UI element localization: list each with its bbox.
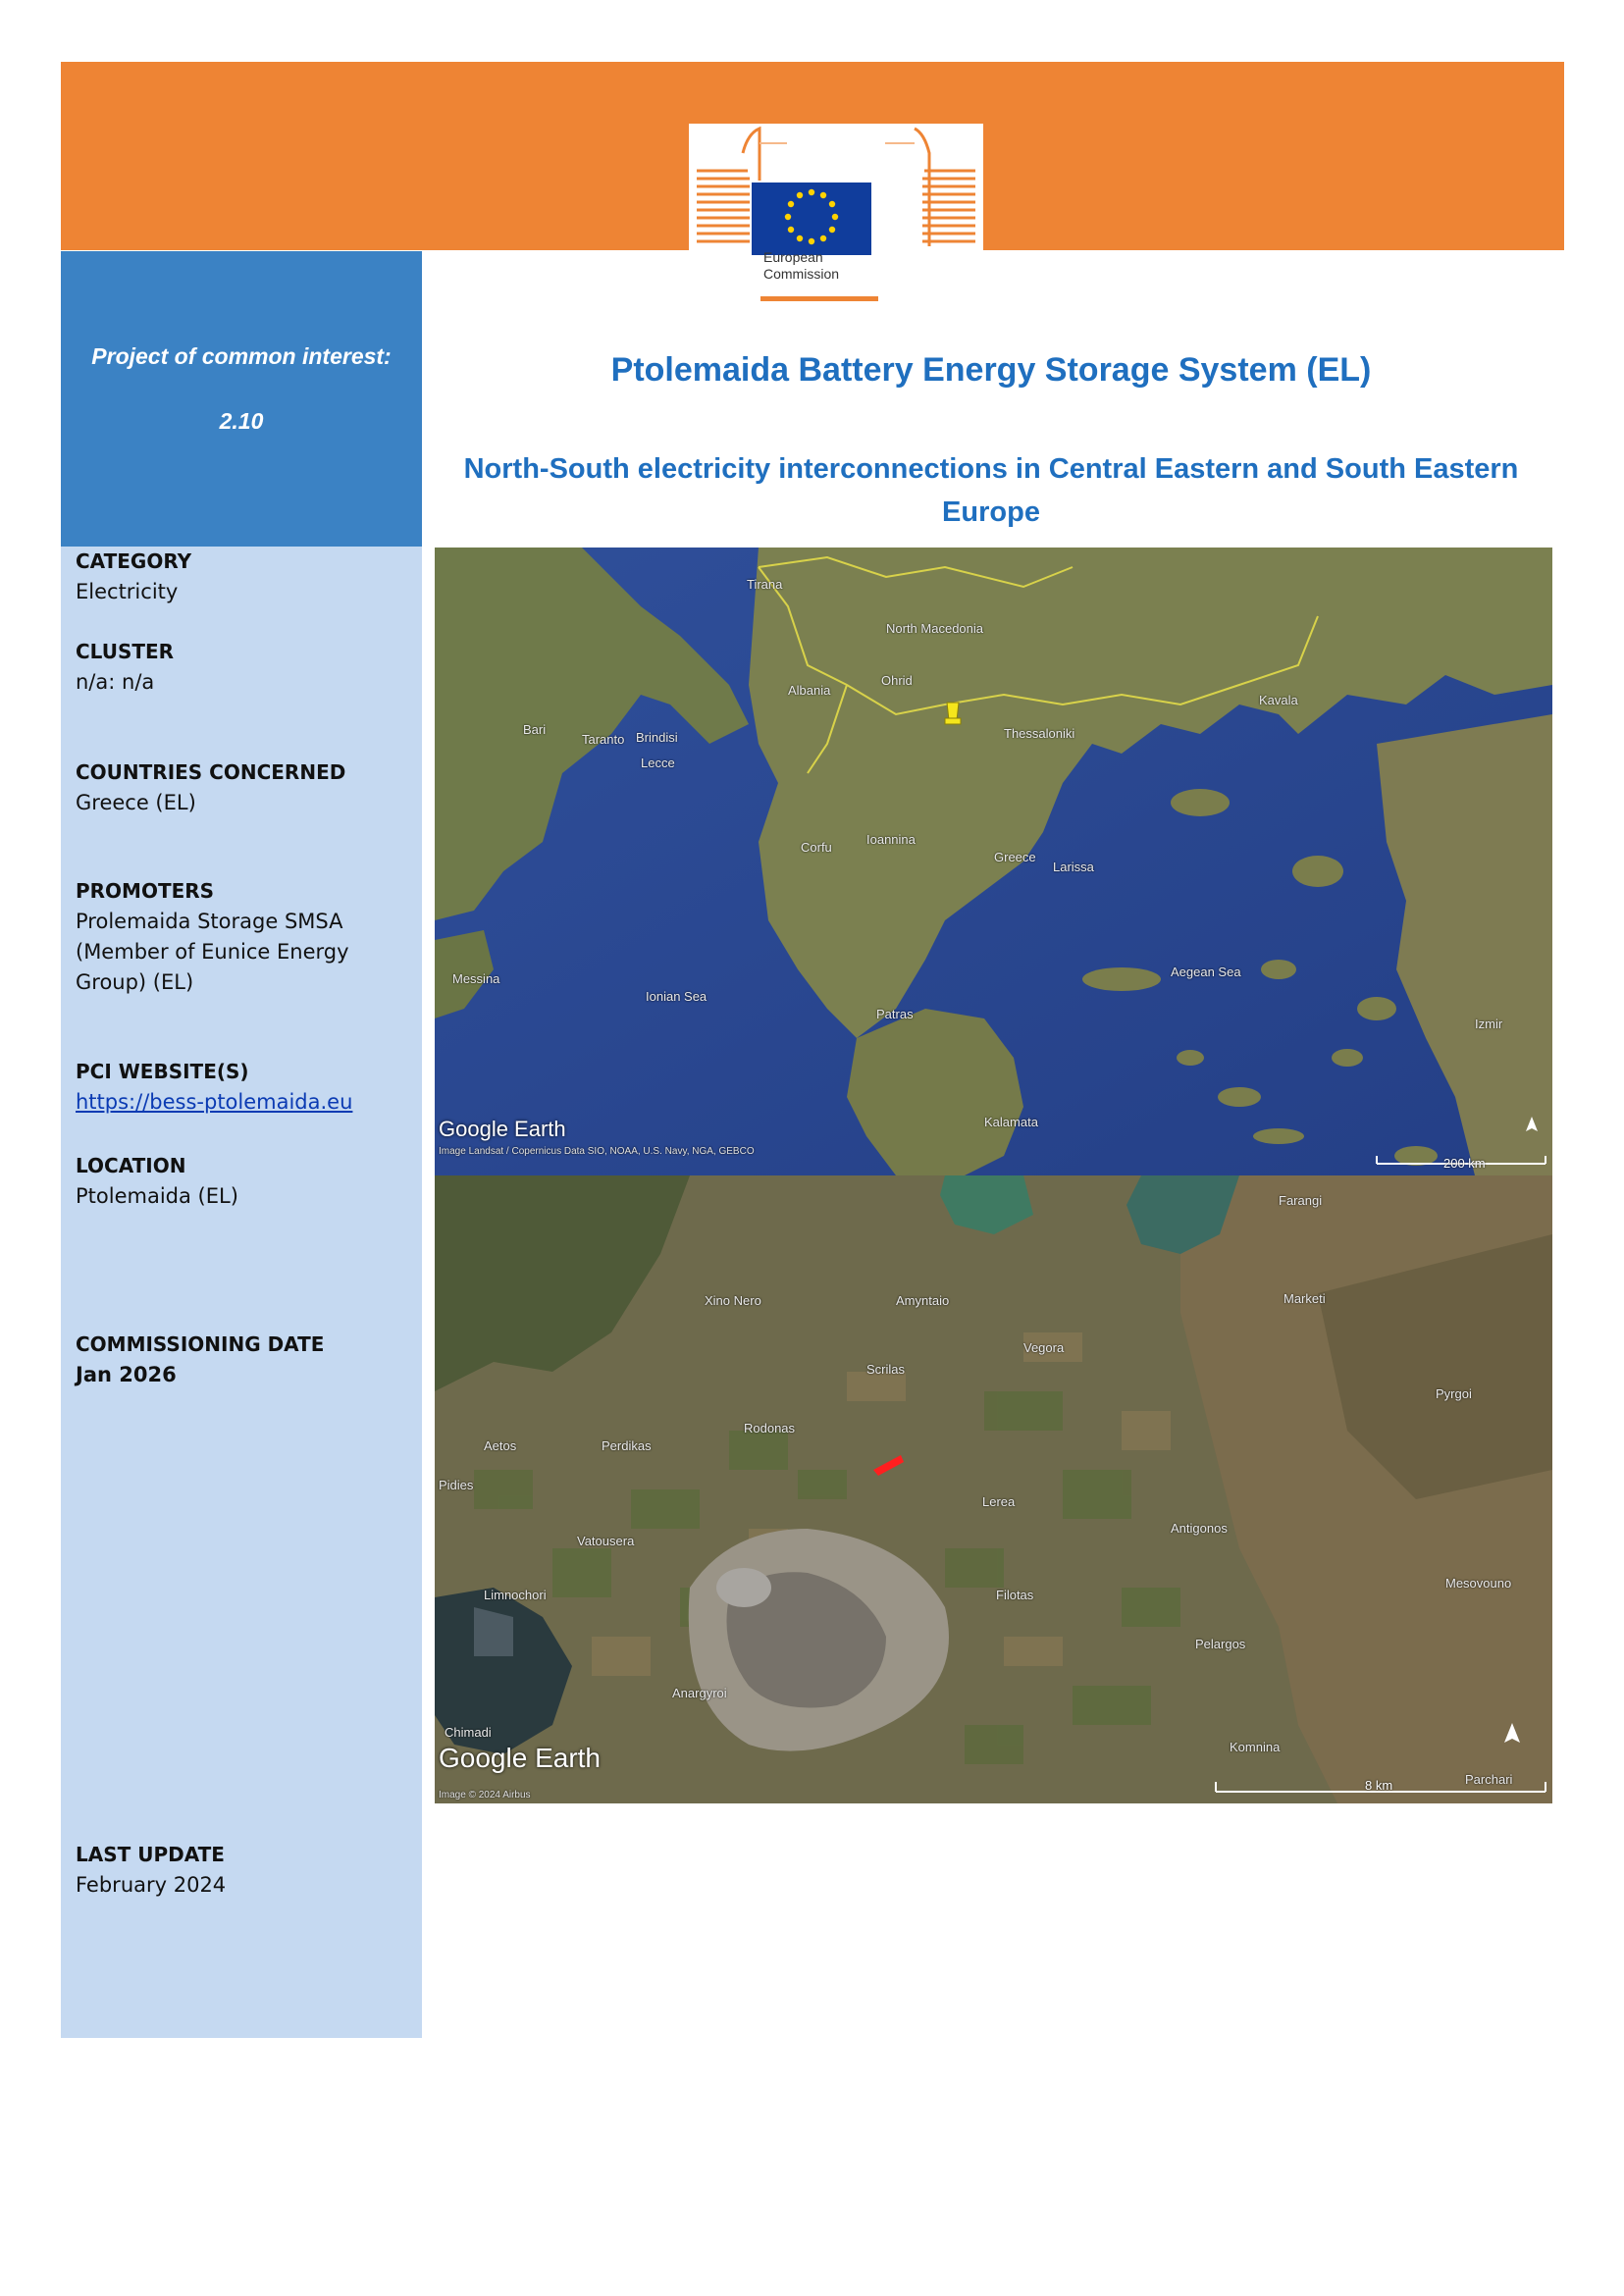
field-value: Greece (EL)	[76, 791, 196, 814]
place-label: Aetos	[484, 1438, 517, 1453]
place-label: Marketi	[1283, 1291, 1326, 1306]
field-label: CATEGORY	[76, 549, 192, 573]
field-cluster	[76, 637, 414, 698]
place-label: Chimadi	[445, 1725, 492, 1740]
place-label: Filotas	[996, 1588, 1034, 1602]
place-label: Messina	[452, 971, 500, 986]
field-label: LOCATION	[76, 1154, 186, 1177]
place-label: Ionian Sea	[646, 989, 707, 1004]
place-label: Greece	[994, 850, 1036, 864]
place-label: Farangi	[1279, 1193, 1323, 1208]
european-commission-logo	[689, 124, 983, 303]
place-label: North Macedonia	[886, 621, 983, 636]
place-label: Pelargos	[1195, 1637, 1246, 1651]
place-label: Limnochori	[484, 1588, 547, 1602]
field-label: PCI WEBSITE(S)	[76, 1060, 249, 1083]
place-label: Vatousera	[577, 1534, 635, 1548]
field-value: Jan 2026	[76, 1363, 177, 1386]
field-category	[76, 547, 414, 607]
field-label: LAST UPDATE	[76, 1843, 225, 1866]
info-sidebar	[61, 547, 422, 2038]
place-label: Ioannina	[866, 832, 916, 847]
map-copyright: Image © 2024 Airbus	[439, 1790, 531, 1800]
place-label: Brindisi	[636, 730, 678, 745]
local-map-graphic	[435, 1175, 1552, 1803]
place-label: Kavala	[1259, 693, 1298, 707]
field-value: Electricity	[76, 580, 179, 603]
logo-line-2: Commission	[763, 266, 840, 282]
place-label: Antigonos	[1171, 1521, 1228, 1536]
google-earth-watermark: Google Earth	[439, 1117, 566, 1141]
scale-label: 8 km	[1365, 1778, 1393, 1793]
pci-number: 2.10	[219, 408, 264, 434]
place-label: Rodonas	[744, 1421, 796, 1435]
field-last-update	[76, 1840, 414, 1901]
place-label: Perdikas	[602, 1438, 652, 1453]
place-label: Tirana	[747, 577, 783, 592]
field-countries	[76, 757, 414, 818]
map-copyright: Image Landsat / Copernicus Data SIO, NOAA, U.S. Navy, NGA, GEBCO	[439, 1146, 755, 1157]
logo-underline	[760, 296, 878, 301]
field-value: Ptolemaida (EL)	[76, 1184, 238, 1208]
page-title: Ptolemaida Battery Energy Storage System (EL)	[610, 351, 1372, 389]
field-value: February 2024	[76, 1873, 227, 1897]
place-label: Corfu	[801, 840, 832, 855]
logo-line-1: European	[763, 249, 823, 265]
pci-box	[61, 251, 422, 547]
logo-wordmark	[763, 249, 839, 283]
field-value: n/a: n/a	[76, 670, 155, 694]
field-promoters	[76, 876, 414, 998]
place-label: Mesovouno	[1445, 1576, 1512, 1591]
local-satellite-map	[435, 1175, 1552, 1803]
place-label: Xino Nero	[705, 1293, 761, 1308]
website-link[interactable]: https://bess-ptolemaida.eu	[76, 1090, 353, 1114]
place-label: Parchari	[1465, 1772, 1513, 1787]
scale-label: 200 km	[1443, 1156, 1486, 1171]
field-label: CLUSTER	[76, 640, 175, 663]
google-earth-watermark: Google Earth	[439, 1743, 601, 1773]
place-label: Vegora	[1023, 1340, 1065, 1355]
field-label: COMMISSIONING DATE	[76, 1332, 325, 1356]
field-label: PROMOTERS	[76, 879, 215, 903]
regional-satellite-map	[435, 548, 1552, 1175]
place-label: Anargyroi	[672, 1686, 727, 1700]
place-label: Aegean Sea	[1171, 965, 1241, 979]
place-label: Lerea	[982, 1494, 1016, 1509]
place-label: Scrilas	[866, 1362, 906, 1377]
place-label: Albania	[788, 683, 831, 698]
place-label: Ohrid	[881, 673, 913, 688]
place-label: Bari	[523, 722, 547, 737]
pci-label: Project of common interest:	[91, 343, 392, 369]
place-label: Patras	[876, 1007, 914, 1021]
field-label: COUNTRIES CONCERNED	[76, 760, 346, 784]
field-value: Prolemaida Storage SMSA (Member of Eunice Energy Group) (EL)	[76, 910, 349, 994]
field-commissioning-date	[76, 1330, 414, 1390]
place-label: Pyrgoi	[1436, 1386, 1472, 1401]
place-label: Pidies	[439, 1478, 474, 1492]
place-label: Taranto	[582, 732, 625, 747]
place-label: Amyntaio	[896, 1293, 950, 1308]
field-website	[76, 1057, 414, 1118]
place-label: Izmir	[1475, 1017, 1503, 1031]
place-label: Thessaloniki	[1004, 726, 1075, 741]
place-label: Larissa	[1053, 860, 1094, 874]
place-label: Komnina	[1230, 1740, 1281, 1754]
page-subtitle: North-South electricity interconnections in Central Eastern and South Eastern Europe	[463, 453, 1519, 528]
field-location	[76, 1151, 414, 1212]
place-label: Kalamata	[984, 1115, 1038, 1129]
place-label: Lecce	[641, 756, 675, 770]
field-value	[76, 1087, 414, 1118]
